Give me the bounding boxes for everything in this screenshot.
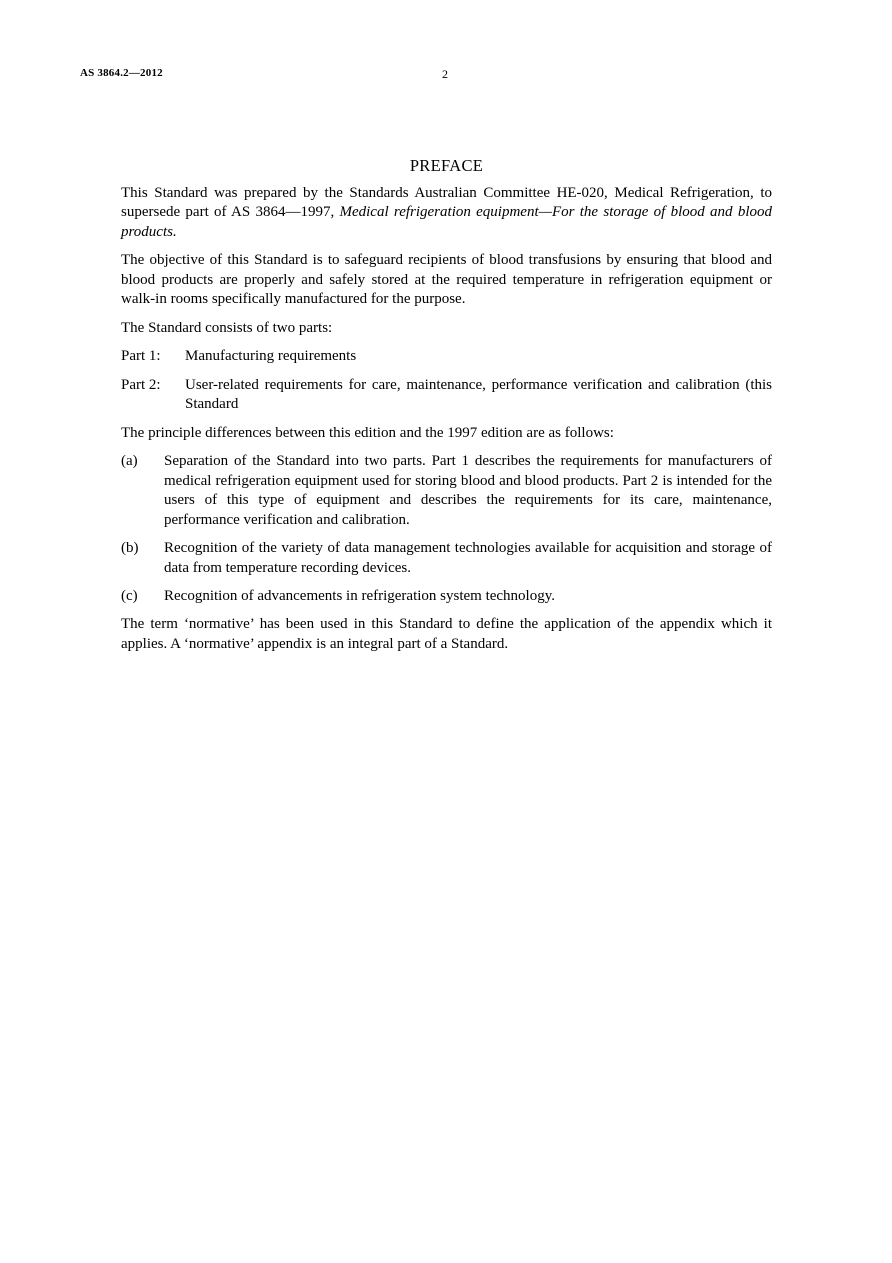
list-label: (b): [121, 540, 139, 557]
preface-paragraph-3: The Standard consists of two parts:: [121, 319, 333, 336]
preface-paragraph-4: The principle differences between this edition and the 1997 edition are as follows:: [121, 424, 614, 441]
preface-paragraph-5: The term ‘normative’ has been used in this Standard to define the application of the appendix which it applies. A ‘normative’ appendix is an integral part of a Standard.: [121, 616, 772, 653]
list-text: Separation of the Standard into two parts. Part 1 describes the requirements for manufacturers of medical refrigeration equipment used for storing blood and blood products. Part 2 is intended for the users of this type of equipment and describes the requirements for its care, maintenance, performance verification and calibration.: [164, 452, 772, 528]
preface-title: PREFACE: [409, 156, 484, 175]
difference-item-b: [121, 539, 772, 578]
part-item-1: [121, 347, 772, 367]
list-text: Recognition of advancements in refrigeration system technology.: [164, 588, 555, 605]
preface-section: [121, 156, 772, 663]
part-label: Part 2:: [121, 376, 161, 393]
list-label: (c): [121, 588, 138, 605]
part-text: User-related requirements for care, maintenance, performance verification and calibration (this Standard: [185, 376, 772, 413]
standard-designation: AS 3864.2—2012: [80, 67, 163, 79]
preface-paragraph-1: [121, 184, 772, 243]
page-number: 2: [442, 67, 448, 81]
list-label: (a): [121, 452, 138, 469]
preface-paragraph-1-text: This Standard was prepared by the Standards Australian Committee HE-020, Medical Refrigeration, to supersede part of AS 3864—1997,: [121, 184, 772, 221]
difference-item-a: [121, 452, 772, 530]
part-item-2: [121, 376, 772, 415]
difference-item-c: [121, 587, 772, 607]
superseded-standard-title: Medical refrigeration equipment—For the storage of blood and blood products.: [121, 204, 772, 240]
list-text: Recognition of the variety of data management technologies available for acquisition and storage of data from temperature recording devices.: [164, 540, 772, 576]
part-text: Manufacturing requirements: [185, 348, 357, 365]
preface-paragraph-2: The objective of this Standard is to safeguard recipients of blood transfusions by ensuring that blood and blood products are properly and safely stored at the required temperature in refrigeration equipment or walk-in rooms specifically manufactured for the purpose.: [121, 252, 772, 308]
part-label: Part 1:: [121, 348, 161, 365]
